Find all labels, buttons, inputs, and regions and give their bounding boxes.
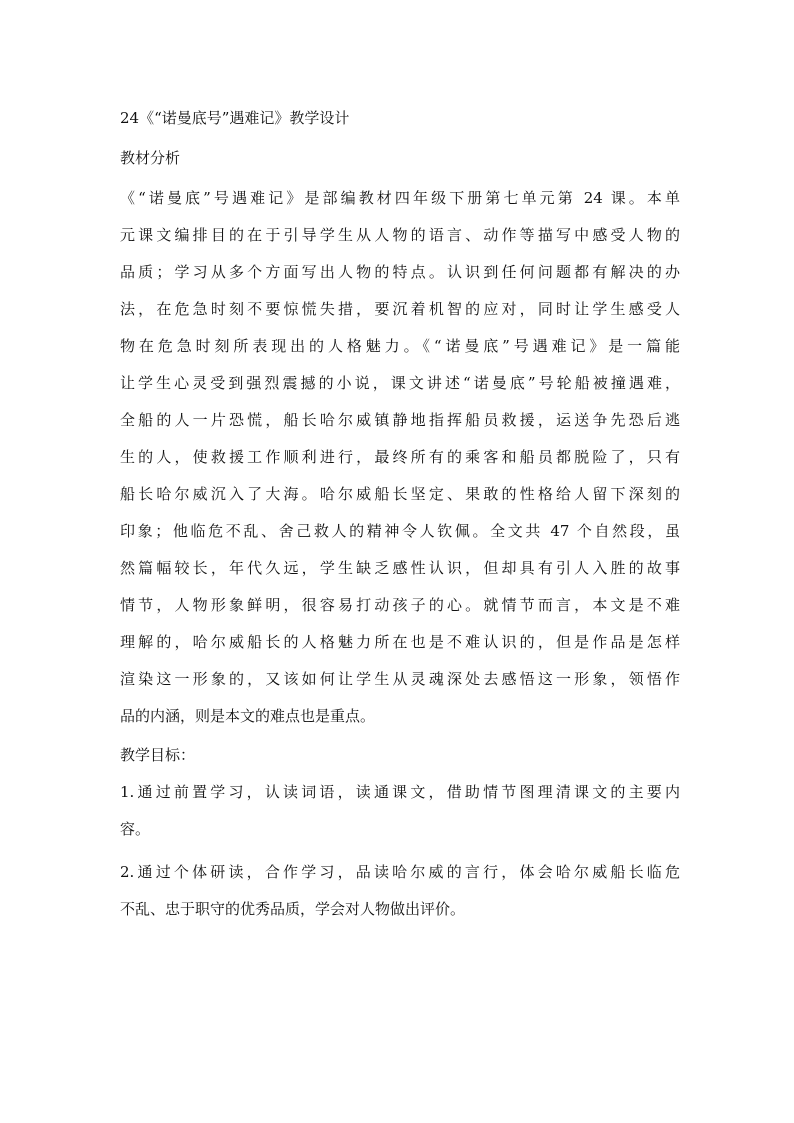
paragraph-line: 船长哈尔威沉入了大海。哈尔威船长坚定、果敢的性格给人留下深刻的 <box>120 485 680 503</box>
paragraph-line: 品质；学习从多个方面写出人物的特点。认识到任何问题都有解决的办 <box>120 263 680 281</box>
goal-item-1 <box>120 774 680 848</box>
paragraph-line: 情节，人物形象鲜明，很容易打动孩子的心。就情节而言，本文是不难 <box>120 596 680 614</box>
goal-line: 容。 <box>120 820 151 838</box>
paragraph-line: 元课文编排目的在于引导学生从人物的语言、动作等描写中感受人物的 <box>120 226 680 244</box>
goal-line: 2.通过个体研读，合作学习，品读哈尔威的言行，体会哈尔威船长临危 <box>120 863 680 881</box>
paragraph-line: 《“诺曼底”号遇难记》是部编教材四年级下册第七单元第 24 课。本单 <box>120 189 680 207</box>
paragraph-line: 让学生心灵受到强烈震撼的小说，课文讲述“诺曼底”号轮船被撞遇难， <box>120 374 680 392</box>
paragraph-line: 生的人，使救援工作顺利进行，最终所有的乘客和船员都脱险了，只有 <box>120 448 680 466</box>
paragraph-line: 全船的人一片恐慌，船长哈尔威镇静地指挥船员救援，运送争先恐后逃 <box>120 411 680 429</box>
goal-line: 1.通过前置学习，认读词语，读通课文，借助情节图理清课文的主要内 <box>120 783 680 801</box>
document-title: 24《“诺曼底号”遇难记》教学设计 <box>120 109 350 127</box>
section-heading-analysis: 教材分析 <box>120 149 181 167</box>
paragraph-line: 法，在危急时刻不要惊慌失措，要沉着机智的应对，同时让学生感受人 <box>120 300 680 318</box>
paragraph-line: 然篇幅较长，年代久远，学生缺乏感性认识，但却具有引人入胜的故事 <box>120 559 680 577</box>
goal-item-2 <box>120 854 680 928</box>
document-body <box>120 104 680 928</box>
analysis-paragraph <box>120 180 680 735</box>
section-heading-goals: 教学目标： <box>120 746 196 764</box>
goal-line: 不乱、忠于职守的优秀品质，学会对人物做出评价。 <box>120 900 466 918</box>
paragraph-line: 物在危急时刻所表现出的人格魅力。《“诺曼底”号遇难记》是一篇能 <box>120 337 680 355</box>
paragraph-line: 品的内涵，则是本文的难点也是重点。 <box>120 707 376 725</box>
paragraph-line: 理解的，哈尔威船长的人格魅力所在也是不难认识的，但是作品是怎样 <box>120 633 680 651</box>
paragraph-line: 印象；他临危不乱、舍己救人的精神令人钦佩。全文共 47 个自然段，虽 <box>120 522 680 540</box>
paragraph-line: 渲染这一形象的，又该如何让学生从灵魂深处去感悟这一形象，领悟作 <box>120 670 680 688</box>
